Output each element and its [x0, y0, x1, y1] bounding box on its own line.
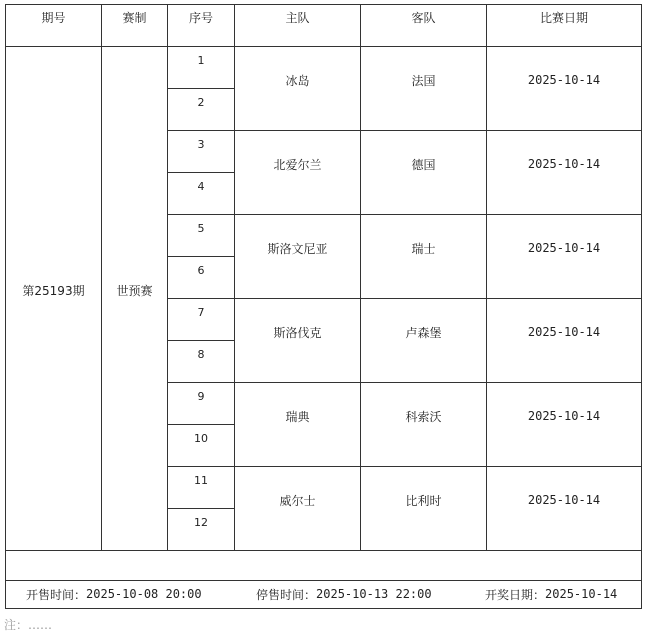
- table-border-left: [5, 4, 6, 609]
- header-period: 期号: [41, 10, 66, 25]
- away-team: 瑞士: [411, 241, 436, 256]
- home-team: 冰岛: [285, 73, 310, 88]
- index-number: 1: [197, 53, 205, 67]
- match-date: 2025-10-14: [527, 157, 601, 171]
- home-team: 北爱尔兰: [273, 157, 322, 172]
- away-team: 比利时: [405, 493, 442, 508]
- index-number: 9: [197, 389, 205, 403]
- sale-stop-value: 2025-10-13 22:00: [316, 587, 432, 601]
- cut-off-note-text: 注：……: [4, 618, 53, 632]
- index-rule: [167, 424, 234, 425]
- match-date: 2025-10-14: [527, 325, 601, 339]
- away-team: 法国: [411, 73, 436, 88]
- header-away-team: 客队: [411, 10, 436, 25]
- index-number: 7: [197, 305, 205, 319]
- draw-date-label: 开奖日期：: [485, 587, 546, 602]
- sale-start-value: 2025-10-08 20:00: [86, 587, 202, 601]
- draw-date: [485, 584, 617, 604]
- match-rule: [167, 298, 642, 299]
- match-date: 2025-10-14: [527, 409, 601, 423]
- header-competition: 赛制: [122, 10, 147, 25]
- away-team: 卢森堡: [405, 325, 442, 340]
- index-number: 12: [194, 515, 208, 529]
- away-team: 德国: [411, 157, 436, 172]
- index-rule: [167, 508, 234, 509]
- index-rule: [167, 172, 234, 173]
- home-team: 威尔士: [279, 493, 316, 508]
- index-number: 2: [197, 95, 205, 109]
- index-rule: [167, 340, 234, 341]
- away-team: 科索沃: [405, 409, 442, 424]
- index-rule: [167, 256, 234, 257]
- draw-date-value: 2025-10-14: [545, 587, 618, 601]
- home-team: 斯洛文尼亚: [267, 241, 328, 256]
- index-number: 6: [197, 263, 205, 277]
- match-rule: [167, 382, 642, 383]
- sale-stop-time: [256, 584, 432, 604]
- index-number: 10: [194, 431, 208, 445]
- match-rule: [167, 130, 642, 131]
- table-border-right: [641, 4, 642, 609]
- header-match-date: 比赛日期: [539, 10, 588, 25]
- match-date: 2025-10-14: [527, 73, 601, 87]
- index-number: 8: [197, 347, 205, 361]
- index-number: 4: [197, 179, 205, 193]
- index-number: 3: [197, 137, 205, 151]
- header-index: 序号: [188, 10, 213, 25]
- footer-top-rule: [5, 580, 642, 581]
- home-team: 斯洛伐克: [273, 325, 322, 340]
- match-rule: [167, 214, 642, 215]
- competition-value: 世预赛: [116, 283, 153, 298]
- header-home-team: 主队: [285, 10, 310, 25]
- match-date: 2025-10-14: [527, 241, 601, 255]
- index-rule: [167, 88, 234, 89]
- sale-start-label: 开售时间：: [26, 587, 87, 602]
- match-date: 2025-10-14: [527, 493, 601, 507]
- table-border-bottom: [5, 608, 642, 609]
- home-team: 瑞典: [285, 409, 310, 424]
- index-number: 11: [194, 473, 208, 487]
- index-number: 5: [197, 221, 205, 235]
- sale-start-time: [26, 584, 202, 604]
- match-rule: [167, 466, 642, 467]
- sale-stop-label: 停售时间：: [256, 587, 317, 602]
- period-value: 第25193期: [22, 283, 85, 298]
